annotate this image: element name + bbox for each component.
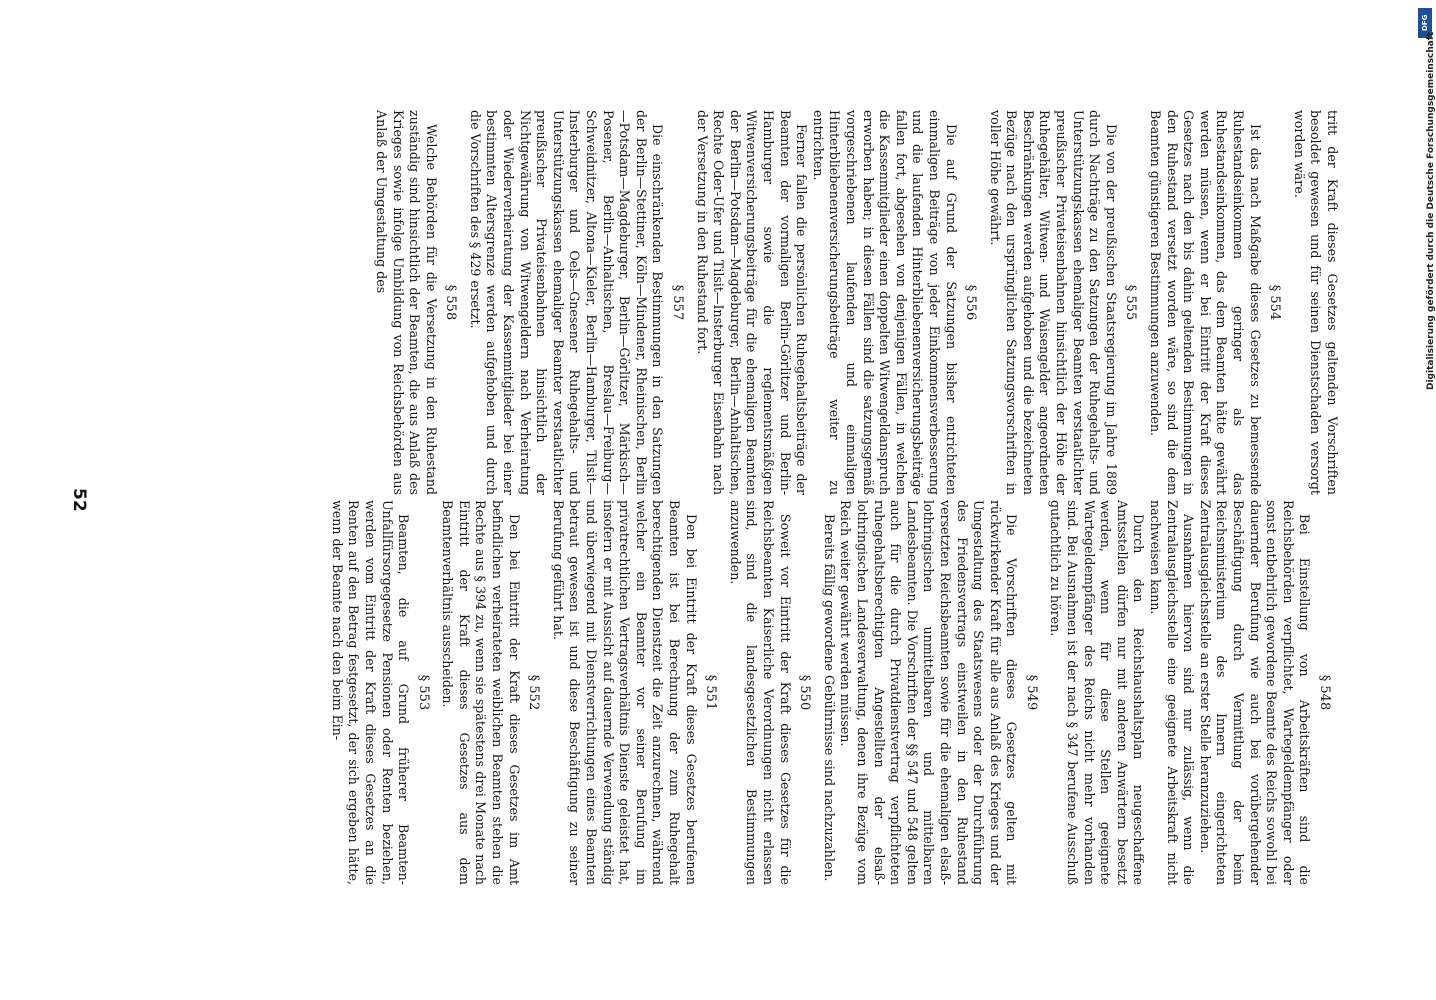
paragraph: Beamten, die auf Grund früherer Beamten-Unfallfürsorgegesetze Pensionen oder Renten beziehen, werden vom Eintritt der Kraft dieses Gesetzes an die Renten auf den Betrag festgesetzt, der sich ergeben hätte, wenn der Beamte nach den beim Ein- (329, 500, 412, 885)
digitization-banner: Digitalisierung gefördert durch die Deutsche Forschungsgemeinschaft (1426, 31, 1436, 390)
section-heading: § 558 (443, 284, 459, 321)
page-number: 52 (69, 488, 89, 512)
section (726, 500, 812, 885)
paragraph: Den bei Eintritt der Kraft dieses Gesetzes berufenen Beamten ist bei Berechnung der zum Ruhegehalt berechtigenden Dienstzeit die Zeit anzurechnen, während welcher ein Beamter vor seiner Berufung im privatrechtlichen Vertragsverhältnis Dienste geleistet hat, insofern er mit Aussicht auf dauernde Verwendung ständig und überwiegend mit Dienstverrichtungen eines Beamten betraut gewesen ist und diese Beschäftigung zu seiner Berufung geführt hat. (550, 500, 699, 885)
section (693, 110, 978, 495)
paragraph: Die von der preußischen Staatsregierung im Jahre 1889 durch Nachträge zu den Satzungen der Ruhegehalts- und Unterstützungskassen ehemaliger Beamten verstaatlichter preußischer Privateisenbahnen hinsichtlich der Höhe der Ruhegehälter, Witwen- und Waisengelder angeordneten Beschränkungen werden aufgehoben und die bezeichneten Bezüge nach den ursprünglichen Satzungsvorschriften in voller Höhe gewährt. (987, 110, 1119, 495)
section-heading: § 556 (963, 284, 979, 321)
paragraph: Den bei Eintritt der Kraft dieses Gesetzes im Amt befindlichen verheirateten weiblichen Beamten stehen die Rechte aus § 394 zu, wenn sie spätestens drei Monate nach Eintritt der Kraft dieses Gesetzes aus dem Beamtenverhältnis ausscheiden. (440, 500, 522, 885)
section-heading: § 548 (1317, 674, 1332, 711)
section (466, 110, 685, 495)
section (1290, 110, 1340, 495)
section (372, 110, 458, 495)
paragraph: Ausnahmen hiervon sind nur zulässig, wenn die Zentralausgleichsstelle eine geeignete Arbeitskraft nicht nachweisen kann. (1148, 500, 1197, 885)
dfg-logo: DFG (1418, 8, 1432, 38)
section (549, 500, 718, 885)
paragraph: Die auf Grund der Satzungen bisher entrichteten einmaligen Beiträge von jeder Einkommensverbesserung und die laufenden Hinterbliebenenversicherungsbeiträge fallen fort, abgesehen von denjenigen Fällen, in welchen die Kassenmitglieder einen doppelten Witwengeldanspruch erworben haben; in diesen Fällen sind die satzungsgemäß vorgeschriebenen laufenden und einmaligen Hinterbliebenenversicherungsbeiträge weiter zu entrichten. (810, 110, 959, 495)
section (439, 500, 542, 885)
paragraph: Die einschränkenden Bestimmungen in den Satzungen der Berlin—Stettiner, Köln—Mindener, Rheinischen, Berlin—Potsdam—Magdeburger, Berlin—Görlitzer, Märkisch—Posener, Berlin—Anhaltischen, Breslau—Freiburg—Schweidnitzer, Altona—Kieler, Berlin—Hamburger, Tilsit—Insterburger und Oels—Gnesener Ruhegehalts- und Unterstützungskassen ehemaliger Beamter verstaatlichter preußischer Privateisenbahnen hinsichtlich der Nichtgewährung von Witwengeldern nach Verheiratung oder Wiederverheiratung der Kassenmitglieder bei einer bestimmten Altersgrenze werden aufgehoben und durch die Vorschriften des § 429 ersetzt. (467, 110, 666, 495)
paragraph: Die Vorschriften dieses Gesetzes gelten mit rückwirkender Kraft für alle aus Anlaß des Krieges und der Umgestaltung des Staatswesens oder der Durchführung des Friedensvertrags einstweilen in den Ruhestand versetzten Reichsbeamten sowie für die ehemaligen elsaß-lothringischen unmittelbaren und mittelbaren Landesbeamten. Die Vorschriften der §§ 547 und 548 gelten auch für die durch Privatdienstvertrag verpflichteten ruhegehaltsberechtigten Angestellten der elsaß-lothringischen Landesverwaltung, denen ihre Bezüge vom Reich weiter gewährt werden müssen. (838, 500, 1020, 885)
section-heading: § 557 (670, 284, 686, 321)
section-heading: § 555 (1123, 284, 1139, 321)
section-heading: § 551 (703, 674, 719, 711)
section (1146, 110, 1282, 495)
right-column (372, 110, 1340, 495)
paragraph: Welche Behörden für die Versetzung in den Ruhestand zuständig sind hinsichtlich der Beamten, die aus Anlaß des Krieges sowie infolge Umbildung von Reichsbehörden aus Anlaß der Umgestaltung des (373, 110, 439, 495)
section-heading: § 550 (797, 674, 813, 711)
paragraph: tritt der Kraft dieses Gesetzes geltenden Vorschriften besoldet gewesen und für seinen Dienstschaden versorgt worden wäre. (1291, 110, 1340, 495)
paragraph: Ferner fallen die persönlichen Ruhegehaltsbeiträge der Beamten der vormaligen Berlin-Görlitzer und Berlin-Hamburger sowie die reglementsmäßigen Witwenversicherungsbeiträge für die ehemaligen Beamten der Berlin—Potsdam—Magdeburger, Berlin—Anhaltischen, Rechte Oder-Ufer und Tilsit—Insterburger Eisenbahn nach der Versetzung in den Ruhestand fort. (694, 110, 810, 495)
section (328, 500, 431, 885)
paragraph: Bereits fällig gewordene Gebührnisse sind nachzuzahlen. (821, 514, 837, 882)
section-heading: § 553 (415, 674, 431, 711)
paragraph: Ist das nach Maßgabe dieses Gesetzes zu bemessende Ruhestandseinkommen geringer als das Ruhestandseinkommen, das dem Beamten hätte gewährt werden müssen, wenn er bei Eintritt der Kraft dieses Gesetzes nach den bis dahin geltenden Bestimmungen in den Ruhestand versetzt worden wäre, so sind die dem Beamten günstigeren Bestimmungen anzuwenden. (1148, 110, 1263, 495)
section (820, 500, 1039, 885)
paragraph: Durch den Reichshaushaltsplan neugeschaffene Amtsstellen dürfen nur mit anderen Anwärtern besetzt werden, wenn für diese Stellen geeignete Wartegeldempfänger des Reichs nicht mehr vorhanden sind. Bei Ausnahmen ist der nach § 347 berufene Ausschuß gutachtlich zu hören. (1048, 500, 1147, 885)
section (986, 110, 1138, 495)
section-heading: § 554 (1267, 284, 1283, 321)
paragraph: Soweit vor Eintritt der Kraft dieses Gesetzes für die Reichsbeamten Kaiserliche Verordnungen nicht erlassen sind, sind die landesgesetzlichen Bestimmungen anzuwenden. (727, 500, 793, 885)
section-heading: § 549 (1023, 674, 1039, 711)
section-heading: § 552 (526, 674, 542, 711)
section (1047, 500, 1332, 885)
paragraph: Bei Einstellung von Arbeitskräften sind die Reichsbehörden verpflichtet, Wartegeldempfänger oder sonst entbehrlich gewordene Beamte des Reichs sowohl bei dauernder Berufung wie auch bei vorübergehender Beschäftigung durch Vermittlung der beim Reichsministerium des Innern eingerichteten Zentralausgleichsstelle an erster Stelle heranzuziehen. (1197, 500, 1313, 885)
left-column (328, 500, 1340, 885)
